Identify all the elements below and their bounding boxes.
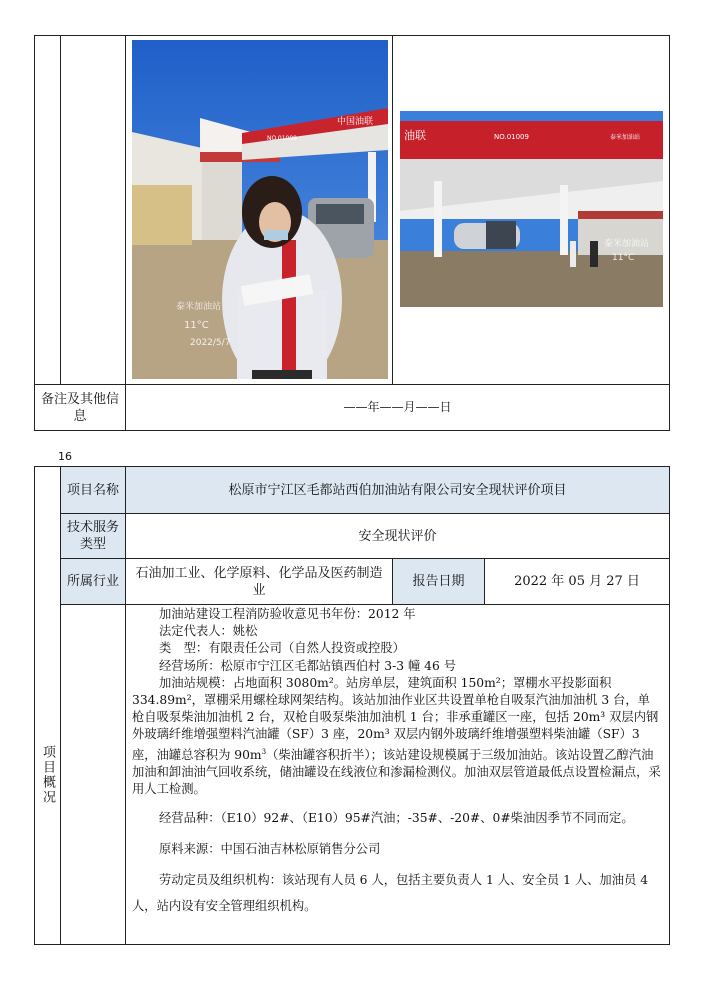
photo2-sign-name: 泰米加油站 <box>610 134 641 141</box>
overview-acceptance-year: 加油站建设工程消防验收意见书年份：2012 年 <box>159 607 416 621</box>
date-line: ——年——月——日 <box>343 400 452 414</box>
project-name: 松原市宁江区毛都站西伯加油站有限公司安全现状评价项目 <box>228 482 567 498</box>
overview-company-type: 类 型：有限责任公司（自然人投资或控股） <box>159 641 405 656</box>
report-date-label: 报告日期 <box>412 574 465 589</box>
overview-scale-sup: 3 <box>261 747 267 756</box>
remark-label: 备注及其他信息 <box>40 391 119 424</box>
overview-label: 项目概况 <box>40 744 55 805</box>
project-name-label: 项目名称 <box>66 482 119 498</box>
photo1-overlay-temp: 11°C <box>184 320 209 331</box>
overview-products: 经营品种：（E10）92#、（E10）95#汽油；-35#、-20#、0#柴油因季节不同而定。 <box>159 811 634 826</box>
industry: 石油加工业、化学原料、化学品及医药制造业 <box>135 565 383 598</box>
report-date: 2022 年 05 月 27 日 <box>514 574 640 589</box>
photo2-sign-number: NO.01009 <box>494 133 529 141</box>
overview-address: 经营场所：松原市宁江区毛都站镇西伯村 3-3 幢 46 号 <box>159 658 457 673</box>
overview-scale-part1: 加油站规模：占地面积 3080m²。站房单层，建筑面积 150m²；罩棚水平投影面积 334.89m²，罩棚采用螺栓球网架结构。该站加油作业区共设置单枪自吸泵汽油加油机 3 台，单枪自吸泵柴油加油机 2 台，双枪自吸泵柴油加油机 1 台；非承重罐区一座，包括 20m³ 双层内钢外玻璃纤维增强塑料汽油罐（SF）3 座，20m³ 双层内钢外玻璃纤维增强塑料柴油罐（SF）3 座，油罐总容积为 90m <box>132 675 659 762</box>
inspection-photo-2 <box>400 111 663 307</box>
service-type: 安全现状评价 <box>358 528 437 544</box>
overview-supply: 原料来源：中国石油吉林松原销售分公司 <box>159 842 381 857</box>
page-number: 16 <box>58 450 72 463</box>
photo1-sign-brand: 中国油联 <box>337 117 374 127</box>
photo1-overlay-station: 泰米加油站 <box>176 302 222 312</box>
photo2-sign-brand: 油联 <box>404 129 426 142</box>
photo2-overlay-temp: 11°C <box>612 253 635 263</box>
inspection-photo-1 <box>132 40 388 379</box>
photo1-sign-number: NO.01009 <box>267 135 297 142</box>
service-type-label: 技术服务类型 <box>66 520 119 552</box>
industry-label: 所属行业 <box>66 574 119 589</box>
overview-staffing: 劳动定员及组织机构：该站现有人员 6 人，包括主要负责人 1 人、安全员 1 人、加油员 4 人，站内设有安全管理组织机构。 <box>132 873 649 914</box>
photo1-overlay-date: 2022/5/7 <box>190 338 231 348</box>
overview-scale <box>132 675 662 799</box>
overview-legal-rep: 法定代表人：姚松 <box>159 624 258 639</box>
photo2-overlay-station: 泰米加油站 <box>604 239 650 249</box>
overview-scale-part2: （柴油罐容积折半）；该站建设规模属于三级加油站。该站设置乙醇汽油加油和卸油油气回收系统，储油罐设在线液位和渗漏检测仪。加油双层管道最低点设置检漏点，采用人工检测。 <box>132 747 661 797</box>
overview-content <box>132 606 662 942</box>
